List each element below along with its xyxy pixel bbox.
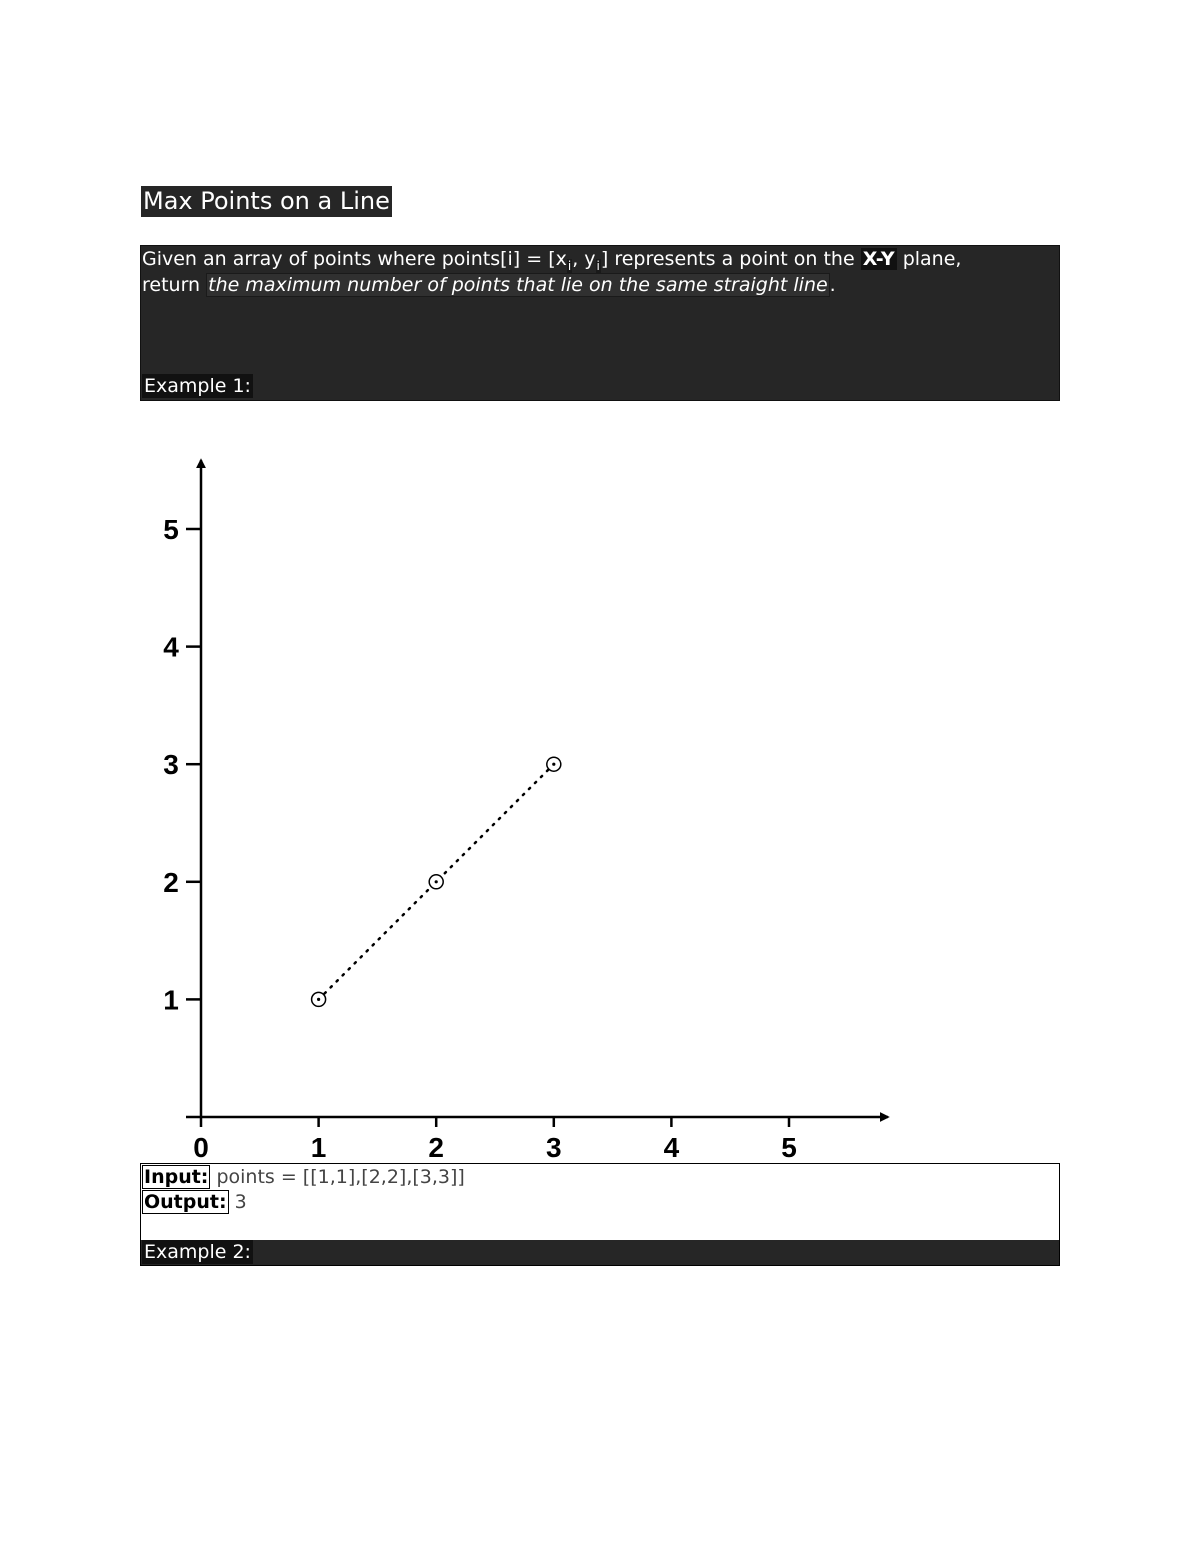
example-1-heading: Example 1: — [144, 375, 251, 397]
y-tick-label: 3 — [163, 749, 179, 781]
description-period: . — [829, 274, 836, 296]
y-tick-label: 4 — [163, 631, 179, 663]
description-text-b: ] represents a point on the — [600, 248, 855, 270]
yi-subscript: i — [596, 258, 600, 273]
data-point-center — [317, 998, 320, 1001]
x-tick-label: 3 — [546, 1132, 562, 1163]
example-2-bar — [141, 1240, 1059, 1265]
description-line-2 — [142, 273, 836, 297]
x-tick-label: 5 — [781, 1132, 797, 1163]
data-point-center — [435, 880, 438, 883]
x-tick-label: 1 — [310, 1132, 327, 1163]
example-1-chart — [150, 430, 890, 1165]
description-emphasis: the maximum number of points that lie on the same straight line — [208, 274, 828, 296]
description-text-c: plane, — [902, 248, 962, 270]
output-label: Output: — [144, 1191, 227, 1213]
chart-plot-area — [163, 460, 888, 1163]
y-tick-label: 1 — [163, 984, 179, 1016]
problem-description — [140, 245, 1060, 401]
input-line — [142, 1165, 465, 1189]
example-1-io — [140, 1163, 1060, 1266]
data-point-center — [552, 763, 555, 766]
x-tick-label: 2 — [428, 1132, 444, 1163]
input-value: points = [[1,1],[2,2],[3,3]] — [216, 1166, 465, 1188]
output-value: 3 — [234, 1191, 247, 1213]
description-comma: , y — [572, 248, 596, 270]
description-text-a: Given an array of points where points[i] = [x — [142, 248, 567, 270]
x-tick-label: 4 — [663, 1132, 680, 1163]
page-title: Max Points on a Line — [143, 187, 390, 215]
xi-subscript: i — [567, 258, 572, 273]
y-tick-label: 5 — [163, 514, 179, 545]
output-line — [142, 1190, 247, 1214]
input-label: Input: — [144, 1166, 209, 1188]
example-2-heading: Example 2: — [144, 1241, 251, 1263]
x-tick-label: 0 — [193, 1132, 209, 1163]
description-return: return — [142, 274, 201, 296]
xy-plane-label: X-Y — [862, 248, 895, 270]
y-tick-label: 2 — [163, 866, 179, 898]
